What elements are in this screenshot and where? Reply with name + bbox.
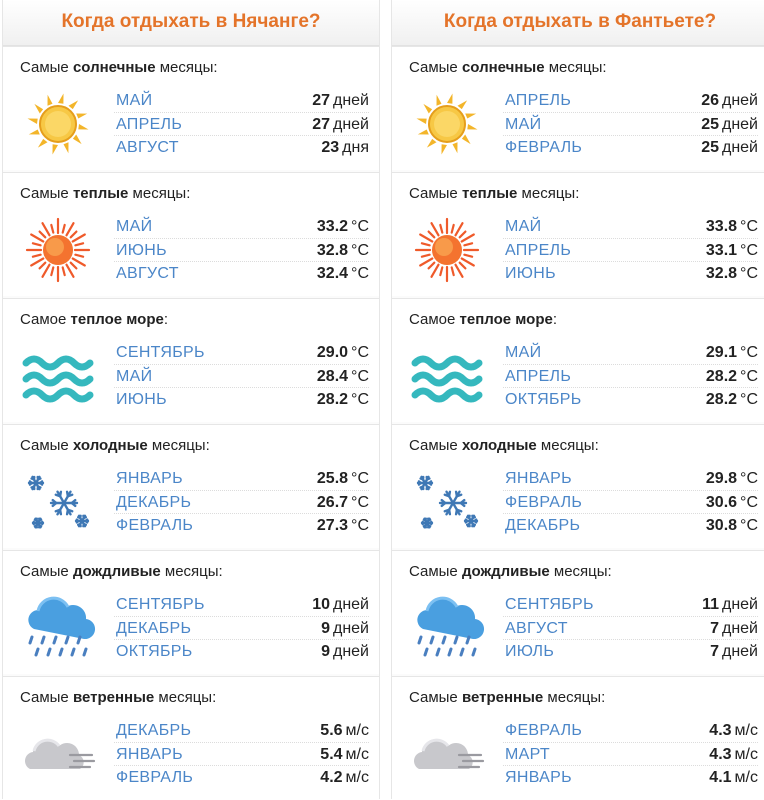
month-list [503,341,758,412]
stat-section [3,676,379,800]
month-name: АВГУСТ [116,136,179,160]
section-heading [409,311,557,328]
phan-thiet-panel [391,0,764,799]
month-row [503,365,758,389]
value-number: 32.8 [317,242,348,259]
month-value [317,239,369,263]
heading-suffix: месяцы: [543,689,605,706]
heading-suffix: месяцы: [156,59,218,76]
heading-suffix: месяцы: [545,59,607,76]
value-number: 33.8 [706,218,737,235]
value-unit: °C [740,368,758,385]
section-heading [20,437,210,454]
month-row [503,113,758,137]
month-name: АВГУСТ [116,262,179,286]
rain-cloud-icon [409,595,485,661]
heading-prefix: Самые [409,437,462,454]
sun-icon [409,91,485,157]
month-list [114,593,369,664]
value-unit: дней [333,116,369,133]
month-name: ИЮНЬ [116,388,167,412]
month-value [706,239,758,263]
heading-keyword: теплое море [71,311,164,328]
value-number: 7 [710,620,719,637]
heading-suffix: : [164,311,168,328]
month-value [706,365,758,389]
heading-prefix: Самое [20,311,71,328]
month-row [114,743,369,767]
heading-suffix: месяцы: [161,563,223,580]
month-name: СЕНТЯБРЬ [505,593,594,617]
stat-section [392,550,764,674]
month-name: ДЕКАБРЬ [116,491,191,515]
value-unit: дней [333,92,369,109]
value-unit: дней [722,92,758,109]
value-unit: °C [740,265,758,282]
section-heading [20,59,218,76]
month-value [709,766,758,790]
month-value [706,215,758,239]
month-row [503,262,758,286]
heading-prefix: Самые [20,437,73,454]
heading-prefix: Самые [409,563,462,580]
month-row [503,617,758,641]
month-row [114,89,369,113]
month-value [706,491,758,515]
heading-suffix: месяцы: [537,437,599,454]
section-heading [409,185,579,202]
value-unit: м/с [346,746,369,763]
heading-suffix: месяцы: [517,185,579,202]
stat-section [3,550,379,674]
month-row [114,215,369,239]
stat-section [392,676,764,800]
nha-trang-panel [2,0,380,799]
value-unit: дней [722,620,758,637]
value-number: 28.2 [706,391,737,408]
month-list [503,719,758,790]
month-name: ФЕВРАЛЬ [505,136,582,160]
month-value [321,640,369,664]
value-unit: дней [333,643,369,660]
month-name: СЕНТЯБРЬ [116,593,205,617]
month-value [312,593,369,617]
panel-title: Когда отдыхать в Нячанге? [3,0,379,46]
month-row [114,136,369,160]
month-row [503,215,758,239]
value-number: 26 [701,92,719,109]
snowflake-icon [409,469,485,535]
wind-cloud-icon [20,721,96,787]
snowflake-icon [20,469,96,535]
month-name: ФЕВРАЛЬ [116,766,193,790]
value-number: 10 [312,596,330,613]
month-value [321,617,369,641]
value-number: 4.2 [320,769,342,786]
value-number: 32.8 [706,265,737,282]
month-value [706,341,758,365]
value-unit: °C [351,470,369,487]
month-value [320,766,369,790]
month-name: ФЕВРАЛЬ [505,719,582,743]
heading-keyword: дождливые [73,563,161,580]
month-list [114,89,369,160]
heading-prefix: Самые [20,185,73,202]
month-row [114,341,369,365]
month-name: ЯНВАРЬ [505,467,572,491]
value-number: 9 [321,643,330,660]
month-name: СЕНТЯБРЬ [116,341,205,365]
value-unit: °C [351,242,369,259]
heading-prefix: Самые [20,59,73,76]
month-row [114,640,369,664]
stat-section [3,46,379,170]
month-row [114,719,369,743]
month-row [114,593,369,617]
value-unit: °C [740,242,758,259]
heading-suffix: месяцы: [550,563,612,580]
heading-keyword: холодные [73,437,148,454]
rain-cloud-icon [20,595,96,661]
value-unit: м/с [735,722,758,739]
stat-section [392,46,764,170]
value-number: 28.2 [706,368,737,385]
value-number: 4.3 [709,746,731,763]
value-unit: °C [740,517,758,534]
month-value [706,388,758,412]
month-row [503,467,758,491]
heading-keyword: ветренные [462,689,543,706]
month-name: ФЕВРАЛЬ [116,514,193,538]
value-number: 25 [701,139,719,156]
month-name: ЯНВАРЬ [116,467,183,491]
month-name: МАЙ [505,215,541,239]
value-number: 27.3 [317,517,348,534]
month-name: МАЙ [505,113,541,137]
value-number: 7 [710,643,719,660]
month-name: АВГУСТ [505,617,568,641]
section-heading [409,437,599,454]
heading-keyword: теплое море [460,311,553,328]
value-unit: °C [351,218,369,235]
month-row [503,239,758,263]
month-row [503,136,758,160]
month-list [503,467,758,538]
heading-suffix: месяцы: [128,185,190,202]
heading-prefix: Самое [409,311,460,328]
value-unit: °C [740,494,758,511]
month-list [114,215,369,286]
month-name: МАЙ [116,365,152,389]
month-value [706,262,758,286]
value-unit: °C [351,391,369,408]
month-value [709,743,758,767]
value-unit: °C [351,494,369,511]
value-number: 29.8 [706,470,737,487]
month-row [503,766,758,790]
month-row [114,365,369,389]
heading-keyword: ветренные [73,689,154,706]
month-value [317,341,369,365]
month-name: МАЙ [505,341,541,365]
heading-prefix: Самые [20,689,73,706]
month-list [114,341,369,412]
value-unit: дня [342,139,369,156]
value-unit: °C [740,344,758,361]
heading-suffix: : [553,311,557,328]
section-heading [409,59,607,76]
month-value [701,113,758,137]
month-name: ДЕКАБРЬ [116,719,191,743]
value-number: 33.2 [317,218,348,235]
month-row [503,640,758,664]
stat-section [3,172,379,296]
month-row [114,766,369,790]
month-value [709,719,758,743]
stat-section [392,298,764,422]
value-number: 30.8 [706,517,737,534]
month-row [503,593,758,617]
month-name: АПРЕЛЬ [116,113,182,137]
value-unit: дней [333,620,369,637]
month-list [503,593,758,664]
stat-section [392,172,764,296]
value-number: 27 [312,92,330,109]
value-number: 11 [702,596,719,613]
month-name: ИЮНЬ [505,262,556,286]
month-value [710,640,758,664]
month-name: ИЮНЬ [116,239,167,263]
value-number: 29.1 [706,344,737,361]
value-unit: °C [351,265,369,282]
value-unit: °C [351,517,369,534]
month-value [317,467,369,491]
month-row [503,388,758,412]
month-list [503,89,758,160]
month-value [320,743,369,767]
waves-icon [409,343,485,409]
month-list [503,215,758,286]
stat-section [3,424,379,548]
hot-sun-icon [409,217,485,283]
value-unit: м/с [346,722,369,739]
month-value [317,365,369,389]
month-value [317,262,369,286]
month-value [321,136,369,160]
month-row [503,719,758,743]
month-value [706,514,758,538]
value-number: 9 [321,620,330,637]
month-name: АПРЕЛЬ [505,365,571,389]
value-unit: °C [740,391,758,408]
month-name: АПРЕЛЬ [505,239,571,263]
month-name: ФЕВРАЛЬ [505,491,582,515]
month-row [503,743,758,767]
month-row [114,388,369,412]
value-number: 23 [321,139,339,156]
month-row [114,514,369,538]
value-number: 29.0 [317,344,348,361]
value-unit: дней [722,116,758,133]
value-unit: °C [351,368,369,385]
month-row [503,514,758,538]
month-name: МАРТ [505,743,550,767]
heading-prefix: Самые [409,185,462,202]
wind-cloud-icon [409,721,485,787]
month-value [702,593,758,617]
section-heading [409,563,612,580]
value-unit: м/с [735,746,758,763]
value-number: 27 [312,116,330,133]
hot-sun-icon [20,217,96,283]
month-value [706,467,758,491]
value-number: 25.8 [317,470,348,487]
value-unit: °C [740,218,758,235]
heading-prefix: Самые [409,689,462,706]
month-row [114,113,369,137]
month-list [114,467,369,538]
heading-keyword: дождливые [462,563,550,580]
value-unit: м/с [735,769,758,786]
month-name: ЯНВАРЬ [116,743,183,767]
month-name: АПРЕЛЬ [505,89,571,113]
month-value [317,215,369,239]
value-number: 4.1 [709,769,731,786]
value-number: 32.4 [317,265,348,282]
section-heading [20,185,190,202]
month-row [114,467,369,491]
value-number: 5.4 [320,746,342,763]
value-unit: °C [351,344,369,361]
month-value [317,388,369,412]
value-number: 4.3 [709,722,731,739]
waves-icon [20,343,96,409]
value-unit: дней [722,643,758,660]
value-number: 30.6 [706,494,737,511]
section-heading [20,689,216,706]
month-name: ОКТЯБРЬ [116,640,193,664]
value-number: 33.1 [706,242,737,259]
value-unit: дней [722,139,758,156]
heading-keyword: солнечные [462,59,545,76]
month-name: ДЕКАБРЬ [116,617,191,641]
section-heading [20,563,223,580]
month-row [114,617,369,641]
month-value [701,136,758,160]
month-name: ДЕКАБРЬ [505,514,580,538]
month-row [114,262,369,286]
heading-suffix: месяцы: [154,689,216,706]
month-row [114,239,369,263]
month-value [710,617,758,641]
sun-icon [20,91,96,157]
value-number: 5.6 [320,722,342,739]
value-number: 28.4 [317,368,348,385]
panel-title: Когда отдыхать в Фантьете? [392,0,764,46]
month-row [114,491,369,515]
month-value [317,491,369,515]
month-value [317,514,369,538]
heading-keyword: холодные [462,437,537,454]
heading-keyword: теплые [462,185,517,202]
heading-keyword: солнечные [73,59,156,76]
month-value [320,719,369,743]
value-unit: °C [740,470,758,487]
month-row [503,491,758,515]
month-value [312,89,369,113]
section-heading [409,689,605,706]
value-number: 28.2 [317,391,348,408]
value-unit: м/с [346,769,369,786]
heading-suffix: месяцы: [148,437,210,454]
month-value [701,89,758,113]
value-unit: дней [722,596,758,613]
heading-prefix: Самые [20,563,73,580]
month-name: ЯНВАРЬ [505,766,572,790]
heading-keyword: теплые [73,185,128,202]
month-name: МАЙ [116,215,152,239]
month-row [503,341,758,365]
month-value [312,113,369,137]
section-heading [20,311,168,328]
value-number: 26.7 [317,494,348,511]
month-name: ОКТЯБРЬ [505,388,582,412]
stat-section [3,298,379,422]
value-number: 25 [701,116,719,133]
month-row [503,89,758,113]
month-name: МАЙ [116,89,152,113]
month-list [114,719,369,790]
stat-section [392,424,764,548]
heading-prefix: Самые [409,59,462,76]
month-name: ИЮЛЬ [505,640,554,664]
value-unit: дней [333,596,369,613]
